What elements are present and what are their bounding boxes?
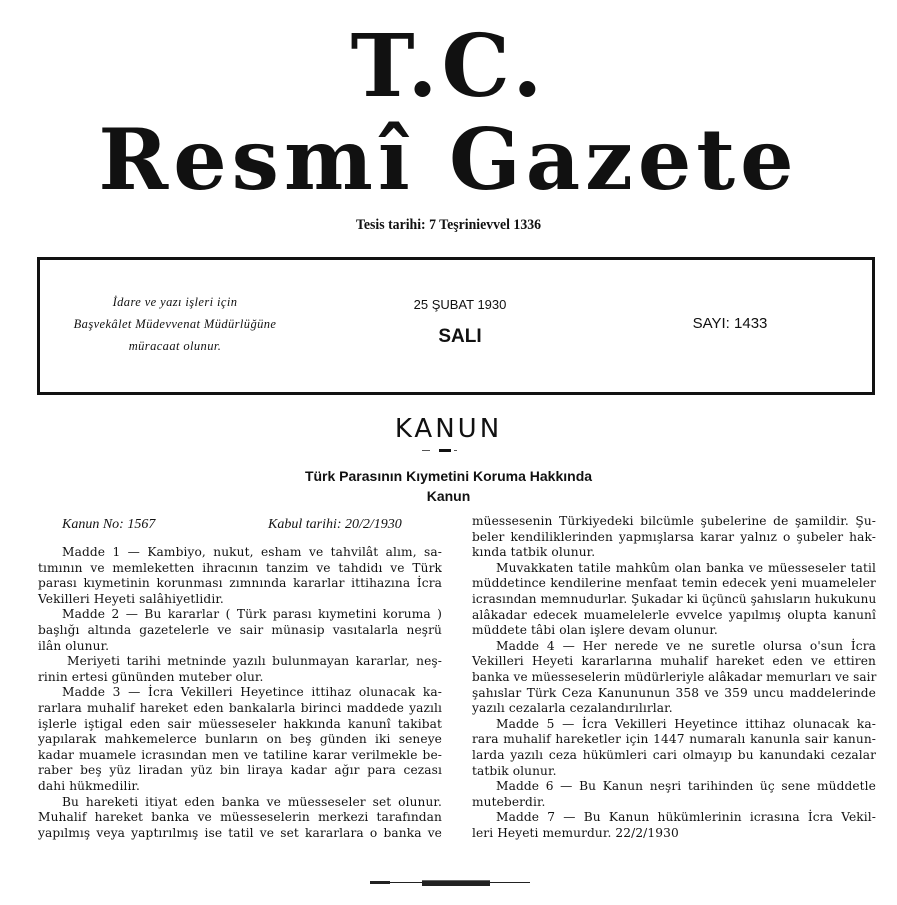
admin-notice-line: Başvekâlet Müdevvenat Müdürlüğüne — [73, 317, 277, 331]
issue-weekday: SALI — [438, 326, 482, 347]
law-number: Kanun No: 1567 — [62, 517, 156, 532]
text-line: ilân olunur. — [38, 638, 110, 653]
text-line: beler kendiliklerinden yapmışlarsa karar yalnız o şubeler hak- — [472, 529, 876, 544]
text-column-left — [38, 545, 442, 841]
text-line: müessesenin Türkiyedeki bilcümle şubelerine de şamildir. Şu- — [472, 514, 876, 528]
admin-notice-line: İdare ve yazı işleri için — [112, 295, 238, 309]
text-line: Madde 5 — İcra Vekilleri Heyetince ittihaz olunacak ka- — [496, 716, 876, 731]
acceptance-date: Kabul tarihi: 20/2/1930 — [268, 517, 402, 532]
issue-number: SAYI: 1433 — [692, 315, 768, 332]
text-line: Madde 7 — Bu Kanun hükümlerinin icrasına İcra Vekil- — [496, 810, 876, 825]
text-line: Vekilleri Heyeti kararlarına muhalif hareket eden ve ettiren — [472, 654, 876, 669]
info-box — [37, 257, 875, 395]
text-line: yapılmış veya yaptırılmış ise tatil ve set kararlara o banka ve — [38, 825, 442, 840]
text-line: Meriyeti tarihi metninde yazılı bulunmayan kararlar, neş- — [67, 654, 442, 669]
issue-date: 25 ŞUBAT 1930 — [413, 297, 507, 312]
law-subtitle: Kanun — [426, 488, 471, 504]
text-line: Vekilleri Heyeti salâhiyetlidir. — [38, 591, 224, 606]
masthead-title: Resmî Gazete — [98, 110, 799, 209]
text-line: yapılarak mahkemelerce bunların on beş günden iki seneye — [38, 732, 442, 747]
text-line: Madde 1 — Kambiyo, nukut, esham ve tahvilât alım, sa- — [62, 545, 442, 559]
text-column-right — [472, 514, 876, 841]
divider-ornament — [422, 449, 472, 453]
text-line: dahi hükmedilir. — [38, 778, 140, 793]
text-line: Madde 2 — Bu kararlar ( Türk parası kıymetini koruma ) — [62, 607, 442, 622]
text-line: Madde 6 — Bu Kanun neşri tarihinden üç sene müddetle — [496, 779, 876, 794]
text-line: tatbik olunur. — [472, 763, 557, 778]
text-line: şahıslar Türk Ceza Kanununun 358 ve 359 uncu maddelerinde — [472, 685, 876, 700]
admin-notice-line: müracaat olunur. — [128, 339, 222, 353]
end-divider-ornament — [370, 880, 530, 886]
text-line: Madde 3 — İcra Vekilleri Heyetince ittihaz olunacak ka- — [62, 685, 442, 700]
law-title: Türk Parasının Kıymetini Koruma Hakkında — [304, 468, 593, 484]
text-line: kadar muamele icrasından men ve tatiline karar verilmekle be- — [38, 747, 442, 762]
text-line: banka ve müesseselerin müdürleriyle alâkadar memurları ve sair — [472, 669, 877, 684]
section-heading: KANUN — [394, 414, 503, 444]
text-line: Muhalif hareket banka ve müesseselerin merkezi tarafından — [38, 810, 442, 825]
text-line: rinin ertesi gününden muteber olur. — [38, 669, 264, 684]
text-line: muteberdir. — [472, 794, 546, 809]
text-line: yazılı cezalarla cezalandırılırlar. — [472, 701, 673, 716]
text-line: larda yazılı ceza hükümleri cari olmayıp bu kanundaki cezalar — [472, 747, 876, 762]
text-line: alâkadar edecek muamelelerle evvelce yapılmış olupta kanunî — [472, 607, 876, 622]
text-line: işlerle iştigal eden sair müesseseler hakkında kanunî takibat — [38, 716, 442, 731]
text-line: müddete tâbi olan işlere devam olunur. — [472, 623, 718, 638]
text-line: Madde 4 — Her nerede ve ne suretle olursa o'sun İcra — [496, 638, 876, 653]
text-line: Bu hareketi itiyat eden banka ve müesseseler set olunur. — [62, 794, 442, 809]
text-line: müddetince kendilerine menfaat temin edecek yeni muameleler — [472, 576, 876, 591]
text-line: başlığı altında gazetelerle ve sair münasip vasıtalarla neşrü — [38, 622, 442, 637]
text-line: parası kıymetinin korunması zımnında kararlar ittihazına İcra — [38, 576, 442, 591]
text-line: leri Heyeti memurdur. 22/2/1930 — [472, 825, 679, 840]
masthead-tc: T.C. — [350, 16, 547, 117]
text-line: rarlara muhalif hareket eden bankalarla birinci maddede yazılı — [38, 700, 442, 715]
text-line: icrasından memnudurlar. Şukadar ki üçüncü şahısların hukukunu — [472, 591, 877, 606]
text-line: Muvakkaten tatile mahkûm olan banka ve müesseseler tatil — [496, 560, 876, 575]
founding-date: Tesis tarihi: 7 Teşrinievvel 1336 — [355, 217, 542, 233]
text-line: rara muhalif hareketler için 1447 numaralı kanunla sair kanun- — [472, 732, 876, 747]
text-line: raber beş yüz liradan yüz bin liraya kadar ağır para cezası — [38, 763, 442, 778]
admin-notice — [50, 291, 300, 357]
text-line: tımının ve memleketten ihracının tanzim ve tahdidı ve Türk — [38, 560, 442, 575]
text-line: kında tatbik olunur. — [472, 545, 596, 560]
